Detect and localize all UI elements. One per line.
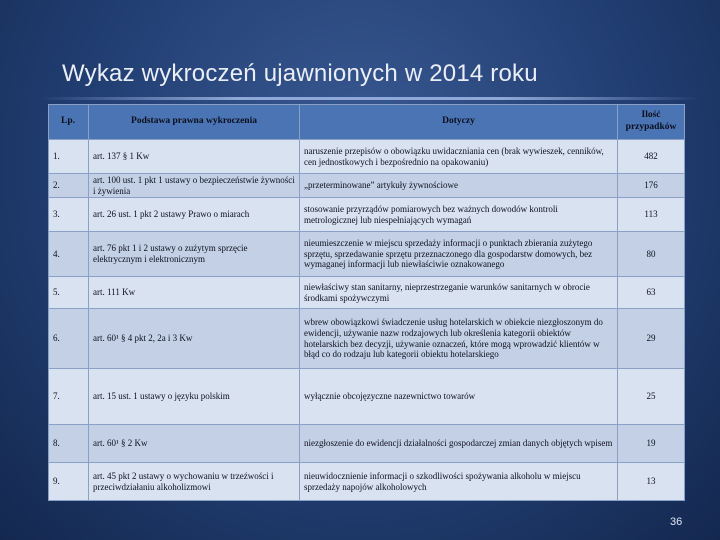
- table-row: [49, 463, 685, 501]
- row-concerns: stosowanie przyrządów pomiarowych bez ważnych dowodów kontroli metrologicznej lub niespełniających wymagań: [300, 198, 618, 232]
- table-row: [49, 425, 685, 463]
- row-basis: art. 45 pkt 2 ustawy o wychowaniu w trzeźwości i przeciwdziałaniu alkoholizmowi: [89, 463, 300, 501]
- row-concerns: naruszenie przepisów o obowiązku uwidaczniania cen (brak wywieszek, cenników, cen jednostkowych i bezpośrednio na opakowaniu): [300, 140, 618, 174]
- row-count: 19: [618, 425, 685, 463]
- row-lp: 2.: [49, 174, 89, 198]
- table-row: [49, 198, 685, 232]
- title-divider: [40, 97, 700, 100]
- row-count: 63: [618, 277, 685, 309]
- row-count: 80: [618, 232, 685, 277]
- row-basis: art. 15 ust. 1 ustawy o języku polskim: [89, 369, 300, 425]
- row-basis: art. 26 ust. 1 pkt 2 ustawy Prawo o miarach: [89, 198, 300, 232]
- row-concerns: nieuwidocznienie informacji o szkodliwości spożywania alkoholu w miejscu sprzedaży napojów alkoholowych: [300, 463, 618, 501]
- row-lp: 9.: [49, 463, 89, 501]
- table-header-row: [49, 105, 685, 140]
- row-concerns: niewłaściwy stan sanitarny, nieprzestrzeganie warunków sanitarnych w obrocie środkami spożywczymi: [300, 277, 618, 309]
- slide-title: Wykaz wykroczeń ujawnionych w 2014 roku: [62, 60, 538, 87]
- header-concerns: Dotyczy: [300, 105, 618, 140]
- row-concerns: wyłącznie obcojęzyczne nazewnictwo towarów: [300, 369, 618, 425]
- row-lp: 6.: [49, 309, 89, 369]
- row-count: 13: [618, 463, 685, 501]
- offences-table: [48, 104, 685, 501]
- header-lp: Lp.: [49, 105, 89, 140]
- page-number: 36: [670, 516, 683, 528]
- table-row: [49, 369, 685, 425]
- row-concerns: wbrew obowiązkowi świadczenie usług hotelarskich w obiekcie niezgłoszonym do ewidencji, używanie nazw rodzajowych lub określenia kategorii obiektów hotelarskich bez decyzji, używanie oznaczeń, które mogą wprowadzić klientów w błąd co do rodzaju lub kategorii obiektu hotelarskiego: [300, 309, 618, 369]
- row-basis: art. 76 pkt 1 i 2 ustawy o zużytym sprzęcie elektrycznym i elektronicznym: [89, 232, 300, 277]
- table-row: [49, 232, 685, 277]
- row-count: 113: [618, 198, 685, 232]
- header-basis: Podstawa prawna wykroczenia: [89, 105, 300, 140]
- row-lp: 1.: [49, 140, 89, 174]
- row-count: 176: [618, 174, 685, 198]
- row-concerns: niezgłoszenie do ewidencji działalności gospodarczej zmian danych objętych wpisem: [300, 425, 618, 463]
- row-basis: art. 100 ust. 1 pkt 1 ustawy o bezpieczeństwie żywności i żywienia: [89, 174, 300, 198]
- row-lp: 8.: [49, 425, 89, 463]
- row-count: 25: [618, 369, 685, 425]
- table-row: [49, 174, 685, 198]
- row-concerns: nieumieszczenie w miejscu sprzedaży informacji o punktach zbierania zużytego sprzętu, sprzedawanie sprzętu przeznaczonego dla gospodarstw domowych, bez wymaganej informacji lub niewłaściwie oznakowanego: [300, 232, 618, 277]
- row-count: 482: [618, 140, 685, 174]
- row-basis: art. 60¹ § 4 pkt 2, 2a i 3 Kw: [89, 309, 300, 369]
- row-lp: 5.: [49, 277, 89, 309]
- row-basis: art. 60¹ § 2 Kw: [89, 425, 300, 463]
- row-basis: art. 111 Kw: [89, 277, 300, 309]
- row-lp: 4.: [49, 232, 89, 277]
- table-row: [49, 277, 685, 309]
- table-row: [49, 140, 685, 174]
- header-count: Ilość przypadków: [618, 105, 685, 140]
- row-count: 29: [618, 309, 685, 369]
- row-basis: art. 137 § 1 Kw: [89, 140, 300, 174]
- row-lp: 3.: [49, 198, 89, 232]
- row-concerns: „przeterminowane” artykuły żywnościowe: [300, 174, 618, 198]
- table-row: [49, 309, 685, 369]
- row-lp: 7.: [49, 369, 89, 425]
